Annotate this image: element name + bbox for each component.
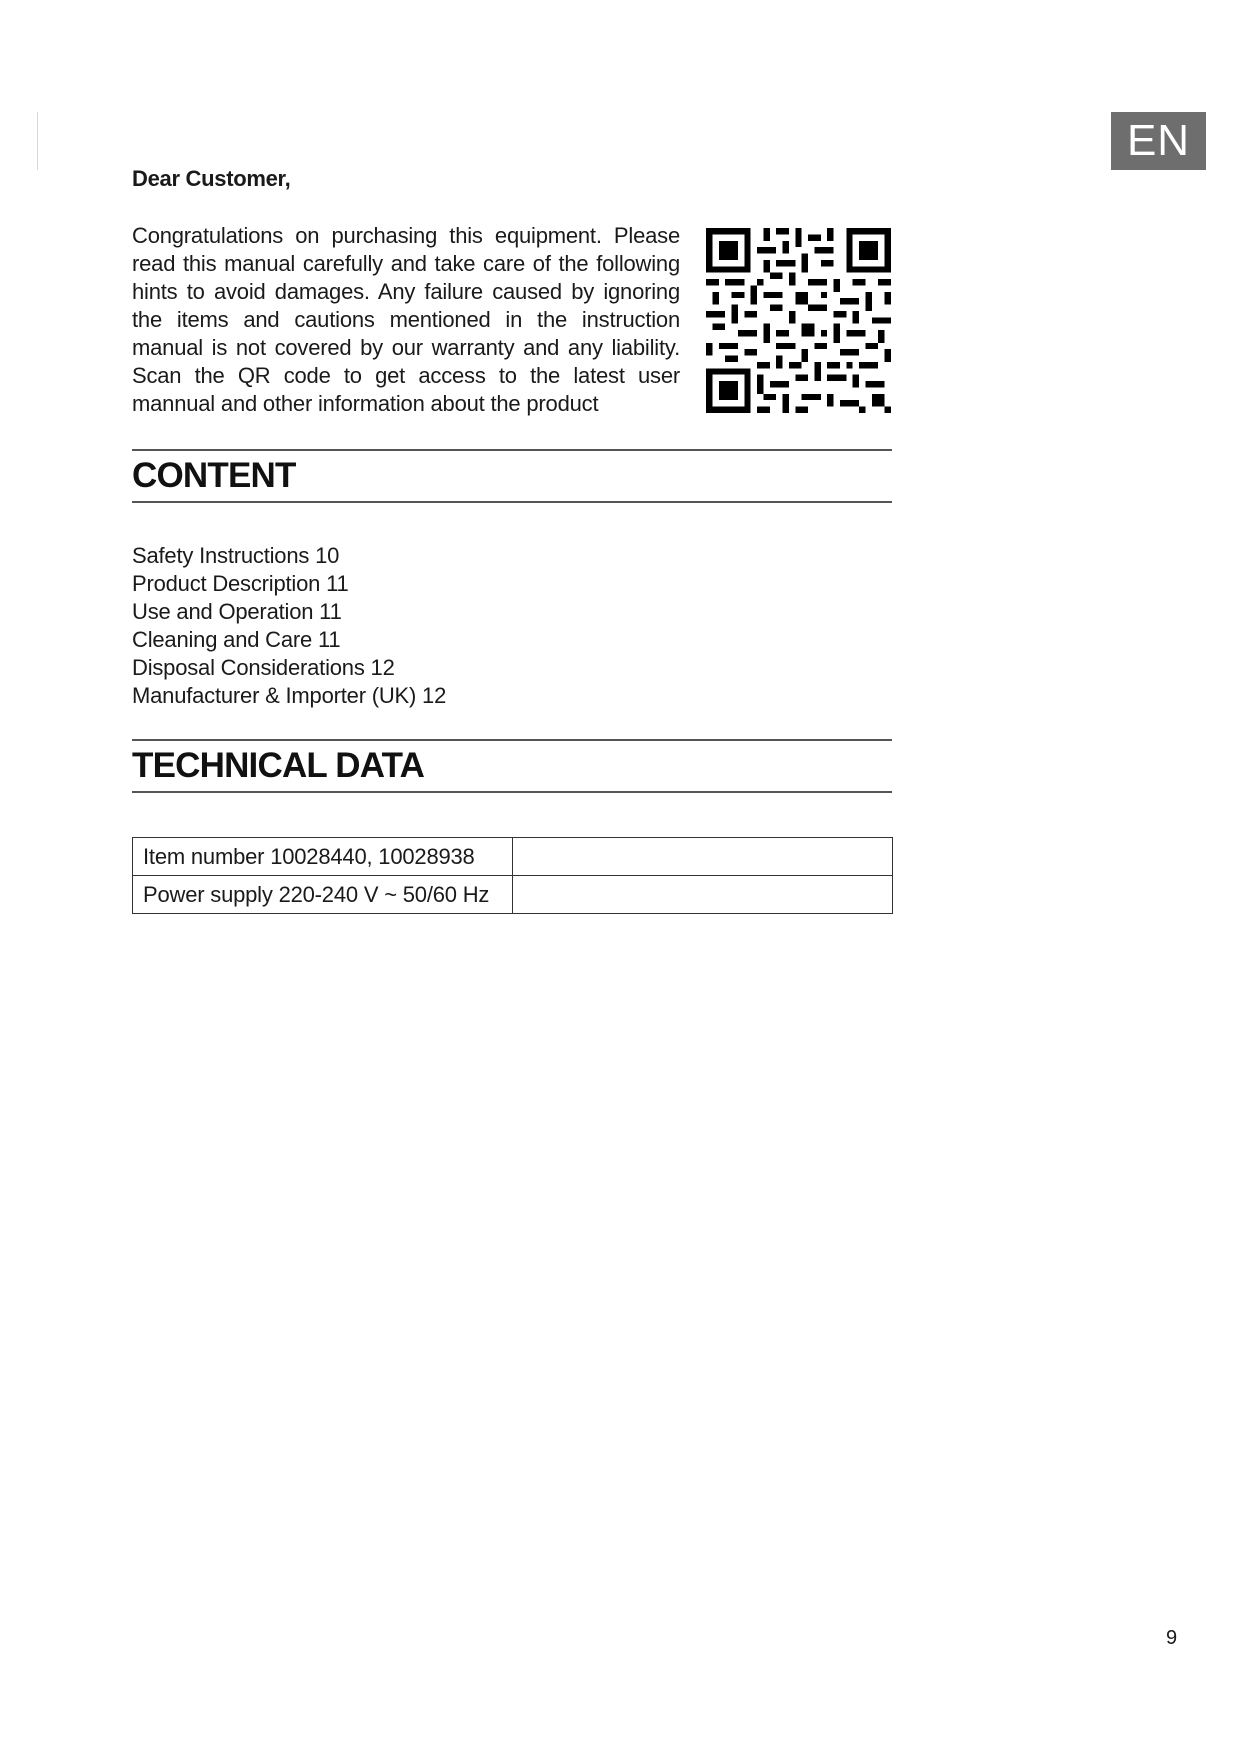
table-cell-value — [513, 876, 893, 914]
language-badge: EN — [1111, 112, 1206, 170]
table-of-contents — [132, 542, 446, 710]
content-heading: CONTENT — [132, 456, 296, 495]
greeting: Dear Customer, — [132, 166, 291, 191]
page-number: 9 — [1166, 1627, 1178, 1649]
toc-item: Disposal Considerations 12 — [132, 655, 395, 680]
section-divider — [132, 501, 892, 503]
section-divider — [132, 449, 892, 451]
toc-item: Cleaning and Care 11 — [132, 627, 341, 652]
qr-code-graphic — [706, 228, 891, 413]
intro-line: manual is not covered by our warranty and any liability. — [132, 335, 680, 360]
toc-item: Use and Operation 11 — [132, 599, 342, 624]
table-row — [133, 876, 893, 914]
table-cell-label: Power supply 220-240 V ~ 50/60 Hz — [133, 876, 513, 914]
table-cell-value — [513, 838, 893, 876]
table-row — [133, 838, 893, 876]
intro-line: the items and cautions mentioned in the instruction — [132, 307, 680, 332]
toc-item: Manufacturer & Importer (UK) 12 — [132, 683, 447, 708]
toc-item: Safety Instructions 10 — [132, 543, 340, 568]
intro-line: mannual and other information about the product — [132, 391, 599, 416]
section-divider — [132, 739, 892, 741]
section-divider — [132, 791, 892, 793]
intro-line: Scan the QR code to get access to the latest user — [132, 363, 680, 388]
technical-data-heading: TECHNICAL DATA — [132, 746, 425, 785]
intro-line: hints to avoid damages. Any failure caused by ignoring — [132, 279, 680, 304]
qr-code-icon[interactable] — [706, 228, 891, 413]
intro-line: Congratulations on purchasing this equipment. Please — [132, 223, 680, 248]
margin-mark — [37, 112, 38, 170]
table-cell-label: Item number 10028440, 10028938 — [133, 838, 513, 876]
intro-line: read this manual carefully and take care of the following — [132, 251, 680, 276]
toc-item: Product Description 11 — [132, 571, 349, 596]
technical-data-table — [132, 837, 893, 914]
intro-paragraph — [132, 222, 680, 418]
